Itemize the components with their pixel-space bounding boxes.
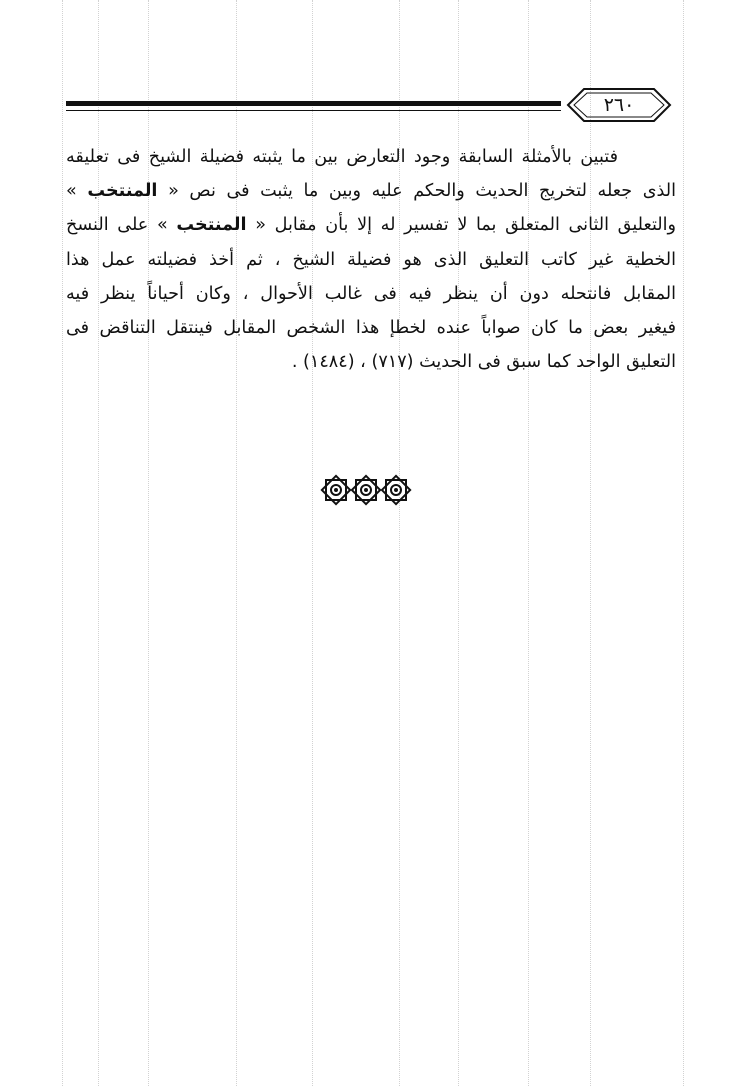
header-rule-thin [66,110,561,111]
star-ornament-icon [320,472,412,508]
text-line-2-start: الذى جعله لتخريج الحديث والحكم عليه وبين ما يثبت فى نص « [168,181,676,202]
text-line-5: المقابل فانتحله دون أن ينظر فيه فى غالب الأحوال ، وكان أحياناً ينظر فيه [66,283,676,304]
triple-star-ornament [320,472,412,508]
text-line-2 [66,174,676,208]
text-line-1: فتبين بالأمثلة السابقة وجود التعارض بين ما يثبته فضيلة الشيخ فى تعليقه [66,147,618,167]
text-line-4: الخطية غير كاتب التعليق الذى هو فضيلة الشيخ ، ثم أخذ فضيلته عمل هذا [66,249,676,270]
text-line-3 [66,208,676,242]
scan-line [683,0,684,1086]
scan-line [62,0,63,1086]
page-number: ٢٦٠ [603,94,635,116]
page-number-badge [566,86,672,124]
page-header [66,86,676,126]
book-title-muntakhab: المنتخب [176,215,247,236]
text-line-2-end: » [66,181,77,202]
header-rule [66,101,561,106]
text-line-7: التعليق الواحد كما سبق فى الحديث (٧١٧) ، (١٤٨٤) . [291,352,676,373]
text-line-3-start: والتعليق الثانى المتعلق بما لا تفسير له إلا بأن مقابل « [255,215,677,236]
body-paragraph [66,140,676,379]
book-title-muntakhab: المنتخب [87,181,158,202]
text-line-3-end: » على النسخ [66,215,168,236]
text-line-6: فيغير بعض ما كان صواباً عنده لخطإ هذا الشخص المقابل فينتقل التناقض فى [66,317,676,338]
